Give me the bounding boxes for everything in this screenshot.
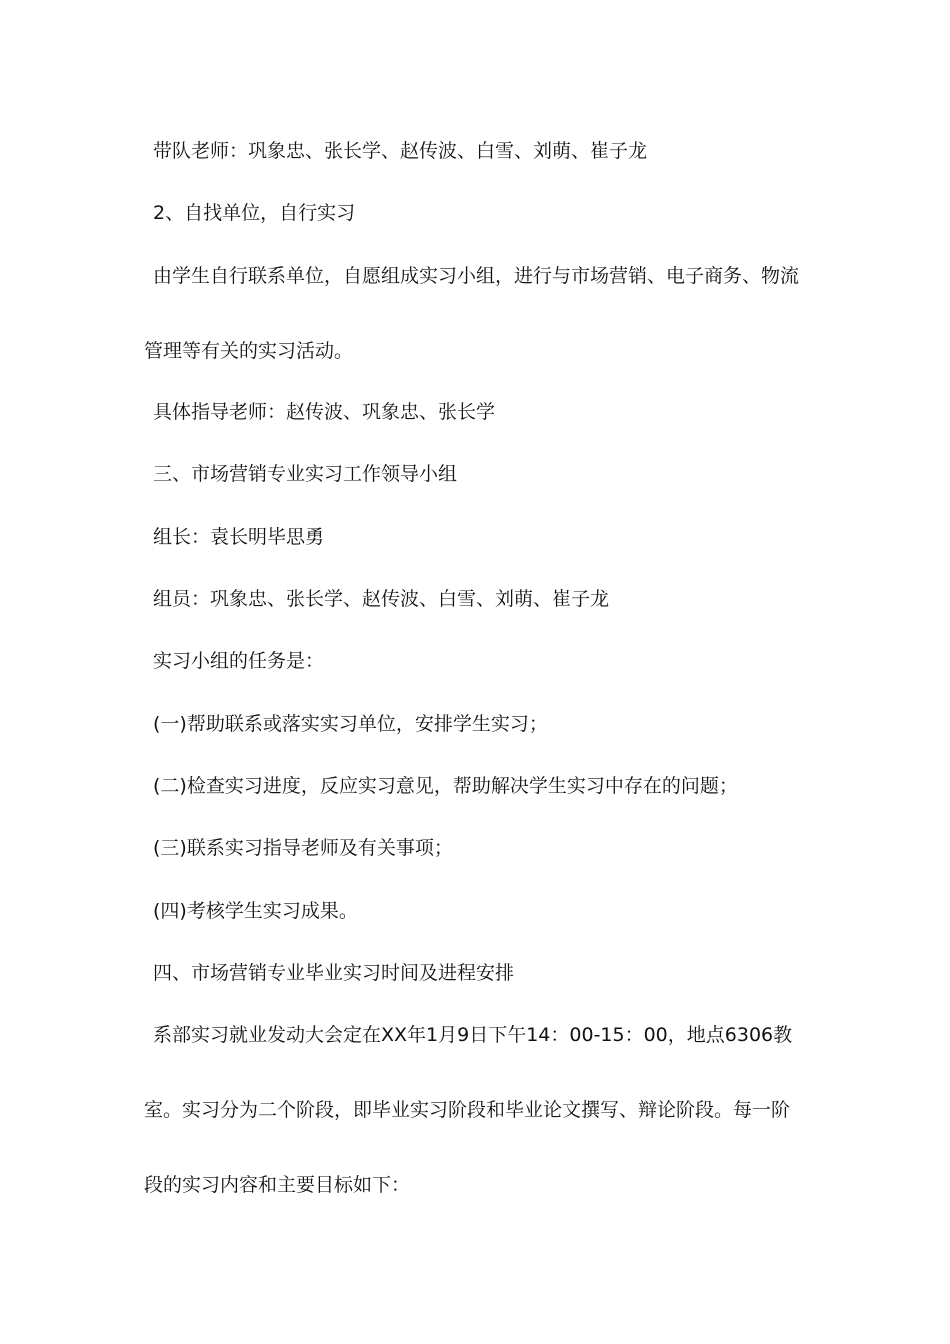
- text-line-group-members: 组员：巩象忠、张长学、赵传波、白雪、刘萌、崔子龙: [153, 588, 610, 610]
- text-line-self-internship-desc: 由学生自行联系单位，自愿组成实习小组，进行与市场营销、电子商务、物流: [153, 265, 800, 287]
- text-line-kickoff-meeting: 系部实习就业发动大会定在XX年1月9日下午14：00-15：00，地点6306教: [153, 1024, 793, 1046]
- text-line-group-tasks-intro: 实习小组的任务是：: [153, 650, 325, 672]
- text-line-self-internship-desc-cont: 管理等有关的实习活动。: [144, 340, 354, 362]
- text-line-group-leader: 组长：袁长明毕思勇: [153, 526, 325, 548]
- list-item-task-2: (二)检查实习进度，反应实习意见，帮助解决学生实习中存在的问题；: [153, 775, 738, 797]
- text-line-self-internship-heading: 2、自找单位，自行实习: [153, 202, 356, 224]
- section-heading-schedule: 四、市场营销专业毕业实习时间及进程安排: [153, 962, 515, 984]
- text-line-stages: 室。实习分为二个阶段，即毕业实习阶段和毕业论文撰写、辩论阶段。每一阶: [144, 1099, 791, 1121]
- section-heading-leadership-group: 三、市场营销专业实习工作领导小组: [153, 463, 458, 485]
- list-item-task-1: (一)帮助联系或落实实习单位，安排学生实习；: [153, 713, 548, 735]
- text-line-guide-teachers: 具体指导老师：赵传波、巩象忠、张长学: [153, 401, 496, 423]
- text-line-lead-teachers: 带队老师：巩象忠、张长学、赵传波、白雪、刘萌、崔子龙: [153, 140, 648, 162]
- text-line-stages-cont: 段的实习内容和主要目标如下：: [144, 1174, 411, 1196]
- list-item-task-3: (三)联系实习指导老师及有关事项；: [153, 837, 453, 859]
- list-item-task-4: (四)考核学生实习成果。: [153, 900, 358, 922]
